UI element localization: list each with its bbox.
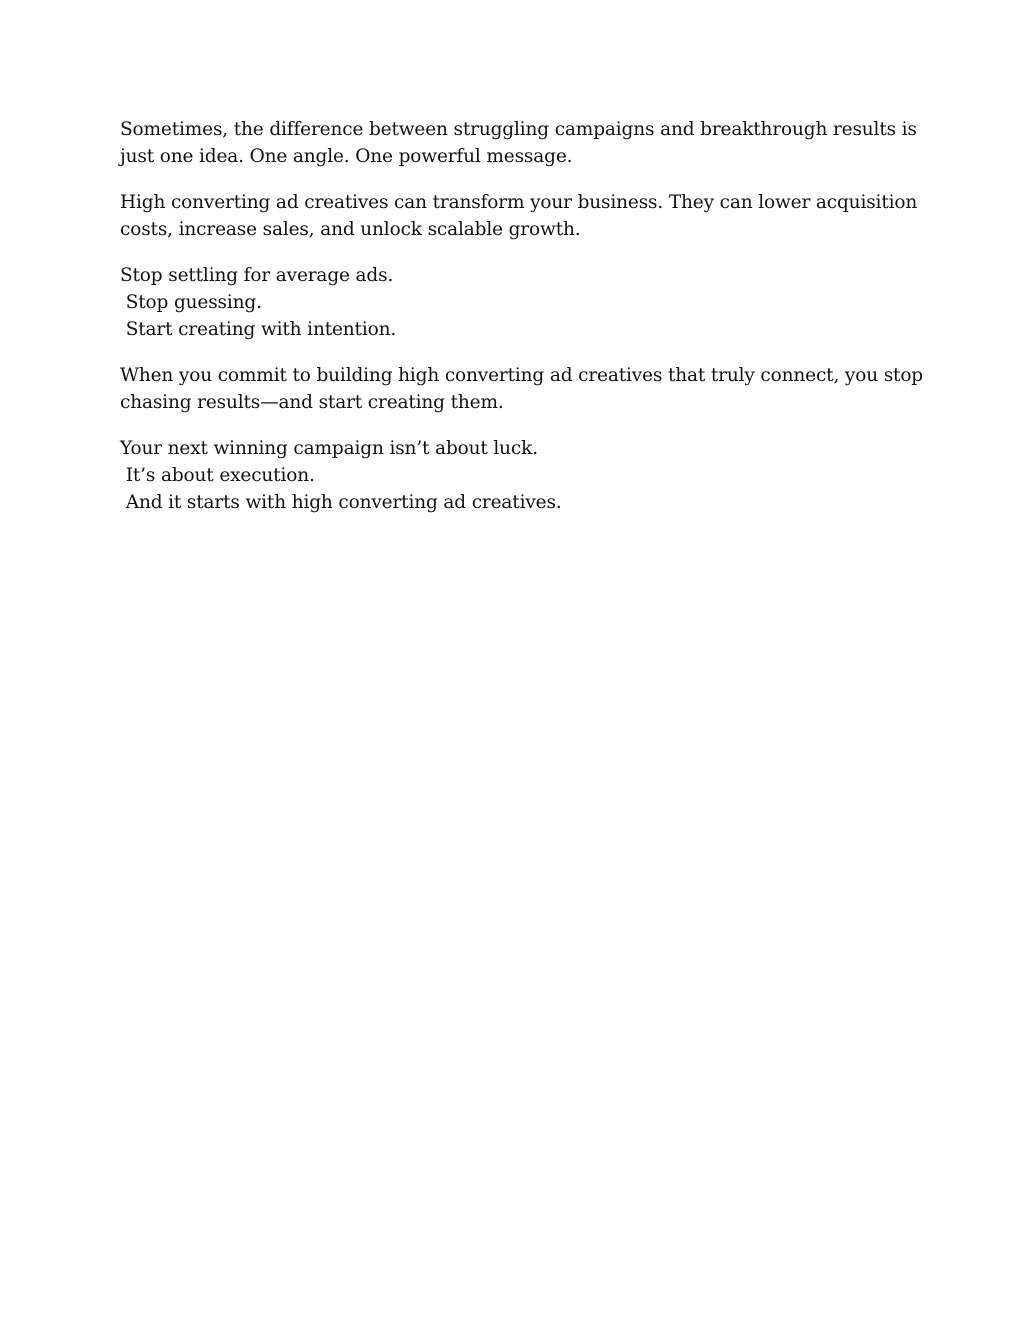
paragraph-3: [120, 263, 900, 343]
paragraph-line: Sometimes, the difference between struggling campaigns and breakthrough results is: [120, 119, 917, 140]
paragraph-line: chasing results—and start creating them.: [120, 391, 504, 413]
paragraph-line: Stop guessing.: [120, 291, 262, 313]
paragraph-line: just one idea. One angle. One powerful message.: [120, 145, 573, 167]
paragraph-1: [120, 117, 917, 170]
document-body: [120, 117, 924, 536]
paragraph-4: [120, 363, 924, 416]
paragraph-line: Start creating with intention.: [120, 318, 397, 340]
paragraph-2: [120, 190, 918, 243]
paragraph-line: When you commit to building high converting ad creatives that truly connect, you stop: [120, 365, 924, 387]
paragraph-line: High converting ad creatives can transform your business. They can lower acquisition: [120, 192, 918, 214]
paragraph-line: Stop settling for average ads.: [120, 265, 394, 287]
paragraph-line: costs, increase sales, and unlock scalable growth.: [120, 218, 581, 240]
paragraph-line: Your next winning campaign isn’t about luck.: [120, 438, 538, 460]
paragraph-line: And it starts with high converting ad creatives.: [120, 491, 562, 513]
paragraph-line: It’s about execution.: [120, 464, 315, 486]
paragraph-5: [120, 436, 900, 516]
